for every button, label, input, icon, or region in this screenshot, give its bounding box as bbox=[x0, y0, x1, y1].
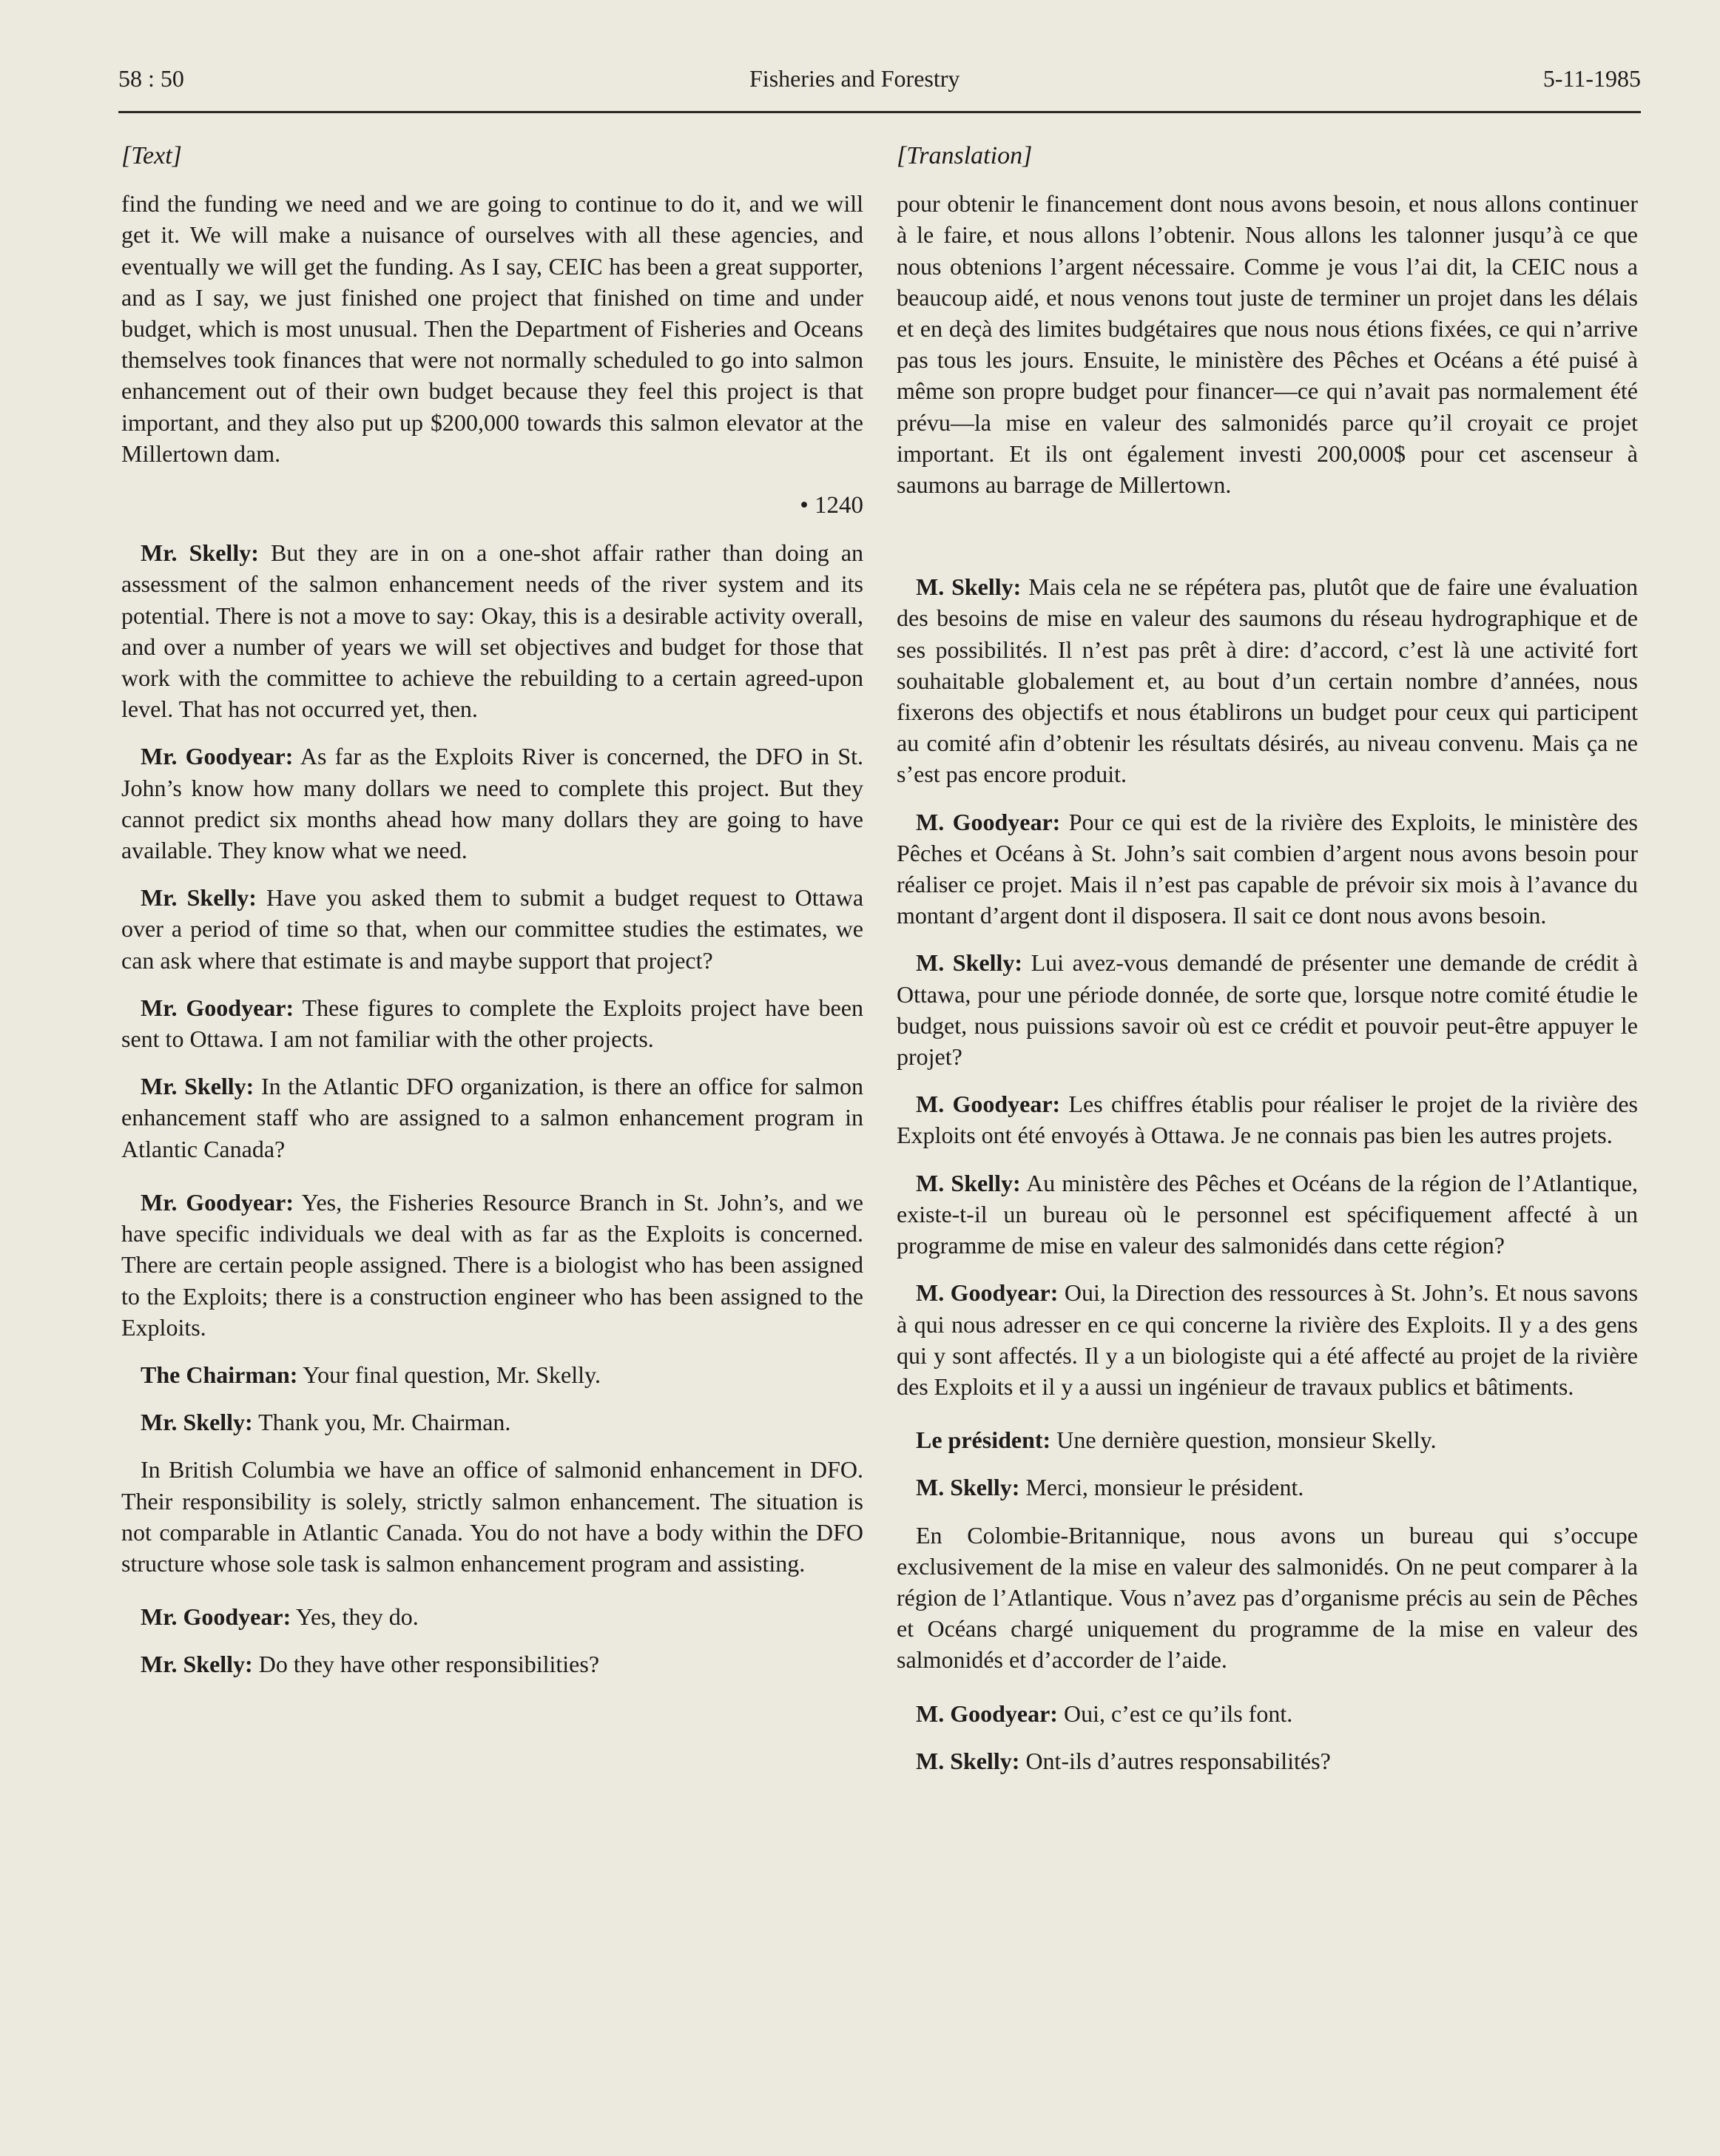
speech-text: Lui avez-vous demandé de présenter une demande de crédit à Ottawa, pour une période donnée, de sorte que, lorsque notre comité étudie le budget, nous puissions savoir où est ce crédit et pouvoir peut-être appuyer le projet? bbox=[897, 949, 1639, 1071]
speech bbox=[121, 1359, 863, 1390]
speech-text: Yes, the Fisheries Resource Branch in St. John’s, and we have specific individuals we deal with as far as the Exploits is concerned. There are certain people assigned. There is a biologist who has been assigned to the Exploits; there is a construction engineer who has been assigned to the Exploits. bbox=[121, 1188, 864, 1341]
speaker: M. Skelly: bbox=[916, 1474, 1020, 1501]
speaker: Mr. Skelly: bbox=[141, 1651, 253, 1678]
speech-text: In the Atlantic DFO organization, is there an office for salmon enhancement staff who are assigned to a salmon enhancement program in Atlantic Canada? bbox=[121, 1073, 864, 1162]
paragraph: pour obtenir le financement dont nous avons besoin, et nous allons continuer à le faire, et nous allons l’obtenir. Nous allons les talonner jusqu’à ce que nous obtenions l’argent nécessaire. Comme je vous l’ai dit, la CEIC nous a beaucoup aidé, et nous venons tout juste de terminer un projet dans les délais et en deçà des limites budgétaires que nous nous étions fixées, ce qui n’arrive pas tous les jours. Ensuite, le ministère des Pêches et Océans a été puisé à même son propre budget pour financer—ce qui n’avait pas normalement été prévu—la mise en valeur des salmonidés parce qu’il croyait ce projet important. Et ils ont également investi 200,000$ pour cet ascenseur à saumons au barrage de Millertown. bbox=[897, 190, 1638, 499]
speaker: Le président: bbox=[916, 1426, 1051, 1454]
speech-text: Your final question, Mr. Skelly. bbox=[303, 1361, 601, 1388]
speech bbox=[121, 1187, 863, 1343]
french-column bbox=[897, 141, 1638, 1793]
speech-text: Ont-ils d’autres responsabilités? bbox=[1025, 1747, 1331, 1774]
speech-text: Une dernière question, monsieur Skelly. bbox=[1056, 1426, 1437, 1454]
speech bbox=[121, 992, 863, 1054]
speech-text: These figures to complete the Exploits project have been sent to Ottawa. I am not familiar with the other projects. bbox=[121, 994, 864, 1053]
speech-text: Oui, la Direction des ressources à St. John’s. Et nous savons à qui nous adresser en ce qui concerne la rivière des Exploits. Il y a des gens qui y sont affectés. Il y a un biologiste qui a été affecté au projet de la rivière des Exploits et il y a aussi un ingénieur de travaux publics et bâtiments. bbox=[897, 1279, 1639, 1400]
speaker: Mr. Goodyear: bbox=[141, 994, 294, 1021]
speech bbox=[897, 947, 1638, 1072]
speech-text: Oui, c’est ce qu’ils font. bbox=[1063, 1699, 1293, 1727]
speech-text: Mais cela ne se répétera pas, plutôt que de faire une évaluation des besoins de mise en valeur des saumons du réseau hydrographique et de ses possibilités. Il n’est pas prêt à dire: d’accord, c’est là une activité fort souhaitable globalement et, au bout d’un certain nombre d’années, nous fixerons des objectifs et nous établirons un budget pour ceux qui participent au comité afin d’obtenir les résultats désirés, au niveau convenu. Mais ça ne s’est pas encore produit. bbox=[897, 573, 1639, 788]
speech bbox=[897, 1088, 1638, 1151]
speaker: M. Goodyear: bbox=[916, 1279, 1059, 1307]
time-marker: • 1240 bbox=[800, 492, 863, 519]
speech bbox=[897, 571, 1638, 789]
page-number: 58 : 50 bbox=[118, 65, 184, 92]
speech bbox=[121, 1601, 863, 1632]
speech bbox=[897, 1698, 1638, 1729]
page-header bbox=[118, 65, 1641, 112]
speaker: M. Skelly: bbox=[916, 573, 1022, 601]
paragraph: En Colombie-Britannique, nous avons un bureau qui s’occupe exclusivement de la mise en valeur des salmonidés. On ne peut comparer à la région de l’Atlantique. Vous n’avez pas d’organisme précis au sein de Pêches et Océans chargé uniquement du programme de la mise en valeur des salmonidés et d’accorder de l’aide. bbox=[897, 1521, 1638, 1674]
paragraph: In British Columbia we have an office of salmonid enhancement in DFO. Their responsibility is solely, strictly salmon enhancement. The situation is not comparable in Atlantic Canada. You do not have a body within the DFO structure whose sole task is salmon enhancement program and assisting. bbox=[121, 1456, 863, 1577]
speech bbox=[897, 1424, 1638, 1455]
english-column bbox=[121, 141, 863, 1697]
column-tag: [Text] bbox=[121, 142, 182, 169]
speech-text: Yes, they do. bbox=[296, 1603, 419, 1631]
speaker: Mr. Goodyear: bbox=[141, 1603, 291, 1631]
issue-date: 5-11-1985 bbox=[1542, 65, 1641, 92]
speaker: M. Goodyear: bbox=[916, 808, 1061, 835]
speech bbox=[897, 1168, 1638, 1261]
speech-text: Thank you, Mr. Chairman. bbox=[258, 1409, 511, 1436]
speech bbox=[897, 1472, 1638, 1503]
journal-title: Fisheries and Forestry bbox=[749, 65, 960, 92]
speech bbox=[121, 1648, 863, 1680]
speech bbox=[897, 806, 1638, 932]
speech-text: Do they have other responsibilities? bbox=[258, 1651, 600, 1678]
speaker: Mr. Goodyear: bbox=[141, 1188, 294, 1216]
speech bbox=[121, 537, 863, 724]
speaker: The Chairman: bbox=[141, 1361, 298, 1388]
speech-text: But they are in on a one-shot affair rather than doing an assessment of the salmon enhancement needs of the river system and its potential. There is not a move to say: Okay, this is a desirable activity overall, and over a number of years we will set objectives and budget for those that work with the committee to achieve the rebuilding to a certain agreed-upon level. That has not occurred yet, then. bbox=[121, 539, 864, 723]
speech-text: As far as the Exploits River is concerned, the DFO in St. John’s know how many dollars we need to complete this project. But they cannot predict six months ahead how many dollars they are going to have available. They know what we need. bbox=[121, 743, 864, 864]
speaker: M. Skelly: bbox=[916, 949, 1023, 977]
header-rule bbox=[118, 111, 1641, 113]
speaker: Mr. Skelly: bbox=[141, 1073, 254, 1100]
speaker: Mr. Skelly: bbox=[141, 1409, 253, 1436]
speaker: Mr. Goodyear: bbox=[141, 743, 294, 770]
column-tag: [Translation] bbox=[897, 142, 1033, 169]
speaker: M. Goodyear: bbox=[916, 1699, 1058, 1727]
speech bbox=[121, 1407, 863, 1438]
speech bbox=[121, 882, 863, 976]
speech bbox=[121, 1071, 863, 1165]
speaker: Mr. Skelly: bbox=[141, 539, 259, 567]
speech-text: Have you asked them to submit a budget request to Ottawa over a period of time so that, when our committee studies the estimates, we can ask where that estimate is and maybe support that project? bbox=[121, 884, 864, 974]
speech-text: Les chiffres établis pour réaliser le projet de la rivière des Exploits ont été envoyés à Ottawa. Je ne connais pas bien les autres projets. bbox=[897, 1091, 1639, 1149]
speech bbox=[897, 1277, 1638, 1402]
speaker: M. Goodyear: bbox=[916, 1091, 1061, 1118]
paragraph: find the funding we need and we are going to continue to do it, and we will get it. We will make a nuisance of ourselves with all these agencies, and eventually we will get the funding. As I say, CEIC has been a great supporter, and as I say, we just finished one project that finished on time and under budget, which is most unusual. Then the Department of Fisheries and Oceans themselves took finances that were not normally scheduled to go into salmon enhancement out of their own budget because they feel this project is that important, and they also put up $200,000 towards this salmon elevator at the Millertown dam. bbox=[121, 190, 863, 467]
speech bbox=[897, 1745, 1638, 1776]
speech bbox=[121, 741, 863, 866]
speaker: M. Skelly: bbox=[916, 1169, 1021, 1196]
speech-text: Au ministère des Pêches et Océans de la région de l’Atlantique, existe-t-il un bureau où le personnel est spécifiquement affecté à un programme de mise en valeur des salmonidés dans cette région? bbox=[897, 1169, 1639, 1259]
speech-text: Pour ce qui est de la rivière des Exploits, le ministère des Pêches et Océans à St. John’s sait combien d’argent nous avons besoin pour réaliser ce projet. Mais il n’est pas capable de prévoir six mois à l’avance du montant d’argent dont il disposera. Il sait ce dont nous avons besoin. bbox=[897, 808, 1639, 929]
speaker: M. Skelly: bbox=[916, 1747, 1020, 1774]
speech-text: Merci, monsieur le président. bbox=[1025, 1474, 1304, 1501]
speaker: Mr. Skelly: bbox=[141, 884, 257, 912]
